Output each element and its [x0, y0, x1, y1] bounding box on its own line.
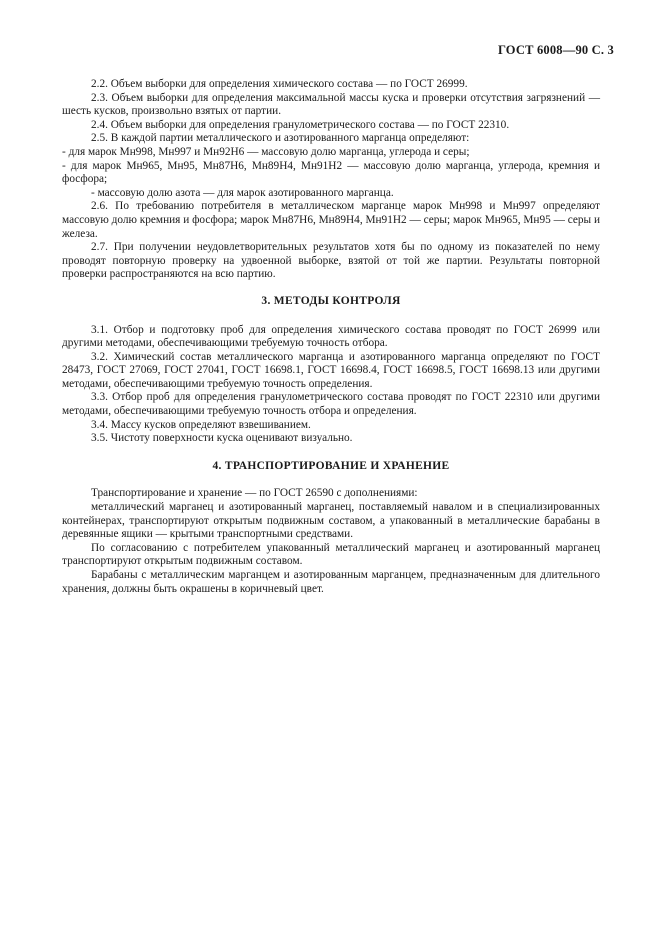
clause-2-3: 2.3. Объем выборки для определения максимальной массы куска и проверки отсутствия загрязнений — шесть кусков, произвольно взятых от партии.	[62, 91, 600, 118]
clause-2-5-item-3: - массовую долю азота — для марок азотированного марганца.	[91, 186, 394, 199]
clause-2-5: 2.5. В каждой партии металлического и азотированного марганца определяют:	[91, 132, 470, 145]
page-header: ГОСТ 6008—90 С. 3	[497, 43, 614, 57]
section-3-heading: 3. МЕТОДЫ КОНТРОЛЯ	[261, 294, 401, 307]
clause-3-3: 3.3. Отбор проб для определения гранулометрического состава проводят по ГОСТ 22310 или другими методами, обеспечивающими требуемую точность отбора и определения.	[62, 391, 600, 418]
clause-3-5: 3.5. Чистоту поверхности куска оценивают визуально.	[91, 432, 353, 445]
page-content	[62, 78, 600, 596]
clause-3-1: 3.1. Отбор и подготовку проб для определения химического состава проводят по ГОСТ 26999 или другими методами, обеспечивающими требуемую точность отбора.	[62, 323, 600, 350]
clause-3-4: 3.4. Массу кусков определяют взвешиванием.	[91, 418, 311, 431]
clause-2-7: 2.7. При получении неудовлетворительных результатов хотя бы по одному из показателей по нему проводят повторную проверку на удвоенной выборке, взятой от той же партии. Результаты повторной проверки распространяются на всю партию.	[62, 241, 600, 281]
clause-2-6: 2.6. По требованию потребителя в металлическом марганце марок Мн998 и Мн997 определяют массовую долю кремния и фосфора; марок Мн87Н6, Мн89Н4, Мн91Н2 — серы; марок Мн965, Мн95 — серы и железа.	[62, 200, 600, 240]
clause-2-4: 2.4. Объем выборки для определения гранулометрического состава — по ГОСТ 22310.	[91, 118, 510, 131]
clause-3-2: 3.2. Химический состав металлического марганца и азотированного марганца определяют по ГОСТ 28473, ГОСТ 27069, ГОСТ 27041, ГОСТ 16698.1, ГОСТ 16698.4, ГОСТ 16698.5, ГОСТ 16698.13 или другими методами, обеспечивающими требуемую точность определения.	[62, 350, 600, 390]
section-4-para-2: металлический марганец и азотированный марганец, поставляемый навалом и в специализированных контейнерах, транспортируют открытым подвижным составом, а упакованный в металлические барабаны в деревянные ящики — крытыми транспортными средствами.	[62, 501, 600, 541]
clause-2-2: 2.2. Объем выборки для определения химического состава — по ГОСТ 26999.	[91, 78, 468, 90]
section-4-para-3: По согласованию с потребителем упакованный металлический марганец и азотированный марганец транспортируют открытым подвижным составом.	[62, 541, 600, 568]
section-4-heading: 4. ТРАНСПОРТИРОВАНИЕ И ХРАНЕНИЕ	[212, 459, 450, 472]
section-4-para-1: Транспортирование и хранение — по ГОСТ 26590 с дополнениями:	[91, 487, 418, 500]
clause-2-5-item-2: - для марок Мн965, Мн95, Мн87Н6, Мн89Н4, Мн91Н2 — массовую долю марганца, углерода, кремния и фосфора;	[62, 159, 600, 186]
section-4-para-4: Барабаны с металлическим марганцем и азотированным марганцем, предназначенным для длительного хранения, должны быть окрашены в коричневый цвет.	[62, 569, 600, 595]
clause-2-5-item-1: - для марок Мн998, Мн997 и Мн92Н6 — массовую долю марганца, углерода и серы;	[62, 145, 470, 158]
